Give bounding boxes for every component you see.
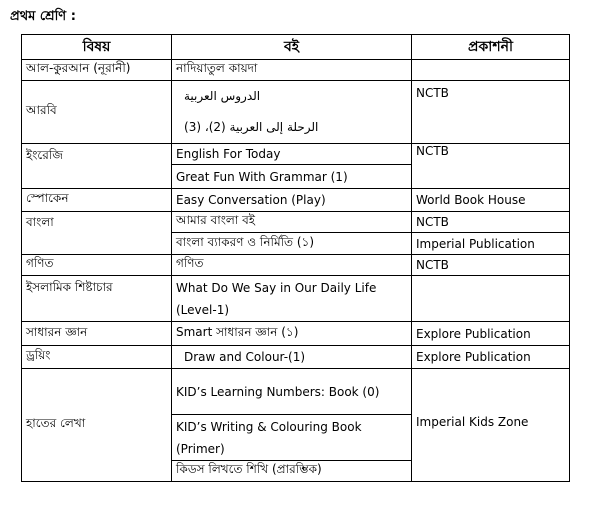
publisher-cell: NCTB [412,212,570,233]
publisher-cell: World Book House [412,189,570,212]
book-cell: الرحلة إلى العربية (2)، (3) [172,112,412,144]
publisher-cell: Explore Publication [412,322,570,346]
table-row [22,212,570,233]
table-row [22,346,570,369]
table-row [22,189,570,212]
publisher-cell [412,60,570,81]
table-row [22,322,570,346]
header-subject: বিষয় [22,35,172,60]
header-publisher: প্রকাশনী [412,35,570,60]
book-cell: KID’s Writing & Colouring Book (Primer) [172,415,412,461]
table-row [22,276,570,322]
book-cell: বাংলা ব্যাকরণ ও নির্মিতি (১) [172,233,412,255]
subject-cell: ড্রয়িং [22,346,172,369]
book-cell: Great Fun With Grammar (1) [172,165,412,189]
subject-cell: ইসলামিক শিষ্টাচার [22,276,172,322]
subject-cell: ইংরেজি [22,144,172,189]
table-header-row [22,35,570,60]
book-cell: Draw and Colour-(1) [172,346,412,369]
table-row [22,144,570,165]
publisher-cell: NCTB [412,81,570,112]
page-heading: প্রথম শ্রেণি : [10,9,76,24]
book-cell: KID’s Learning Numbers: Book (0) [172,369,412,415]
publisher-cell: Explore Publication [412,346,570,369]
publisher-cell [412,276,570,322]
publisher-cell: NCTB [412,255,570,276]
table-row [22,255,570,276]
subject-cell: গণিত [22,255,172,276]
subject-cell: আল-কুরআন (নূরানী) [22,60,172,81]
subject-cell: সাধারন জ্ঞান [22,322,172,346]
book-list-table [21,34,570,482]
book-cell: Smart সাধারন জ্ঞান (১) [172,322,412,346]
header-book: বই [172,35,412,60]
book-cell: الدروس العربية [172,81,412,112]
book-cell: আমার বাংলা বই [172,212,412,233]
table-row [22,81,570,112]
book-cell: What Do We Say in Our Daily Life (Level-1) [172,276,412,322]
book-cell: নাদিয়াতুল কায়দা [172,60,412,81]
book-cell: English For Today [172,144,412,165]
subject-cell: আরবি [22,81,172,144]
empty-cell [412,112,570,144]
book-cell: Easy Conversation (Play) [172,189,412,212]
subject-cell: হাতের লেখা [22,369,172,482]
table-row [22,60,570,81]
subject-cell: বাংলা [22,212,172,255]
publisher-cell: NCTB [412,144,570,189]
subject-cell: স্পোকেন [22,189,172,212]
publisher-cell: Imperial Publication [412,233,570,255]
book-cell: কিডস লিখতে শিখি (প্রারম্ভিক) [172,461,412,482]
book-cell: গণিত [172,255,412,276]
publisher-cell: Imperial Kids Zone [412,369,570,482]
table-row [22,369,570,415]
